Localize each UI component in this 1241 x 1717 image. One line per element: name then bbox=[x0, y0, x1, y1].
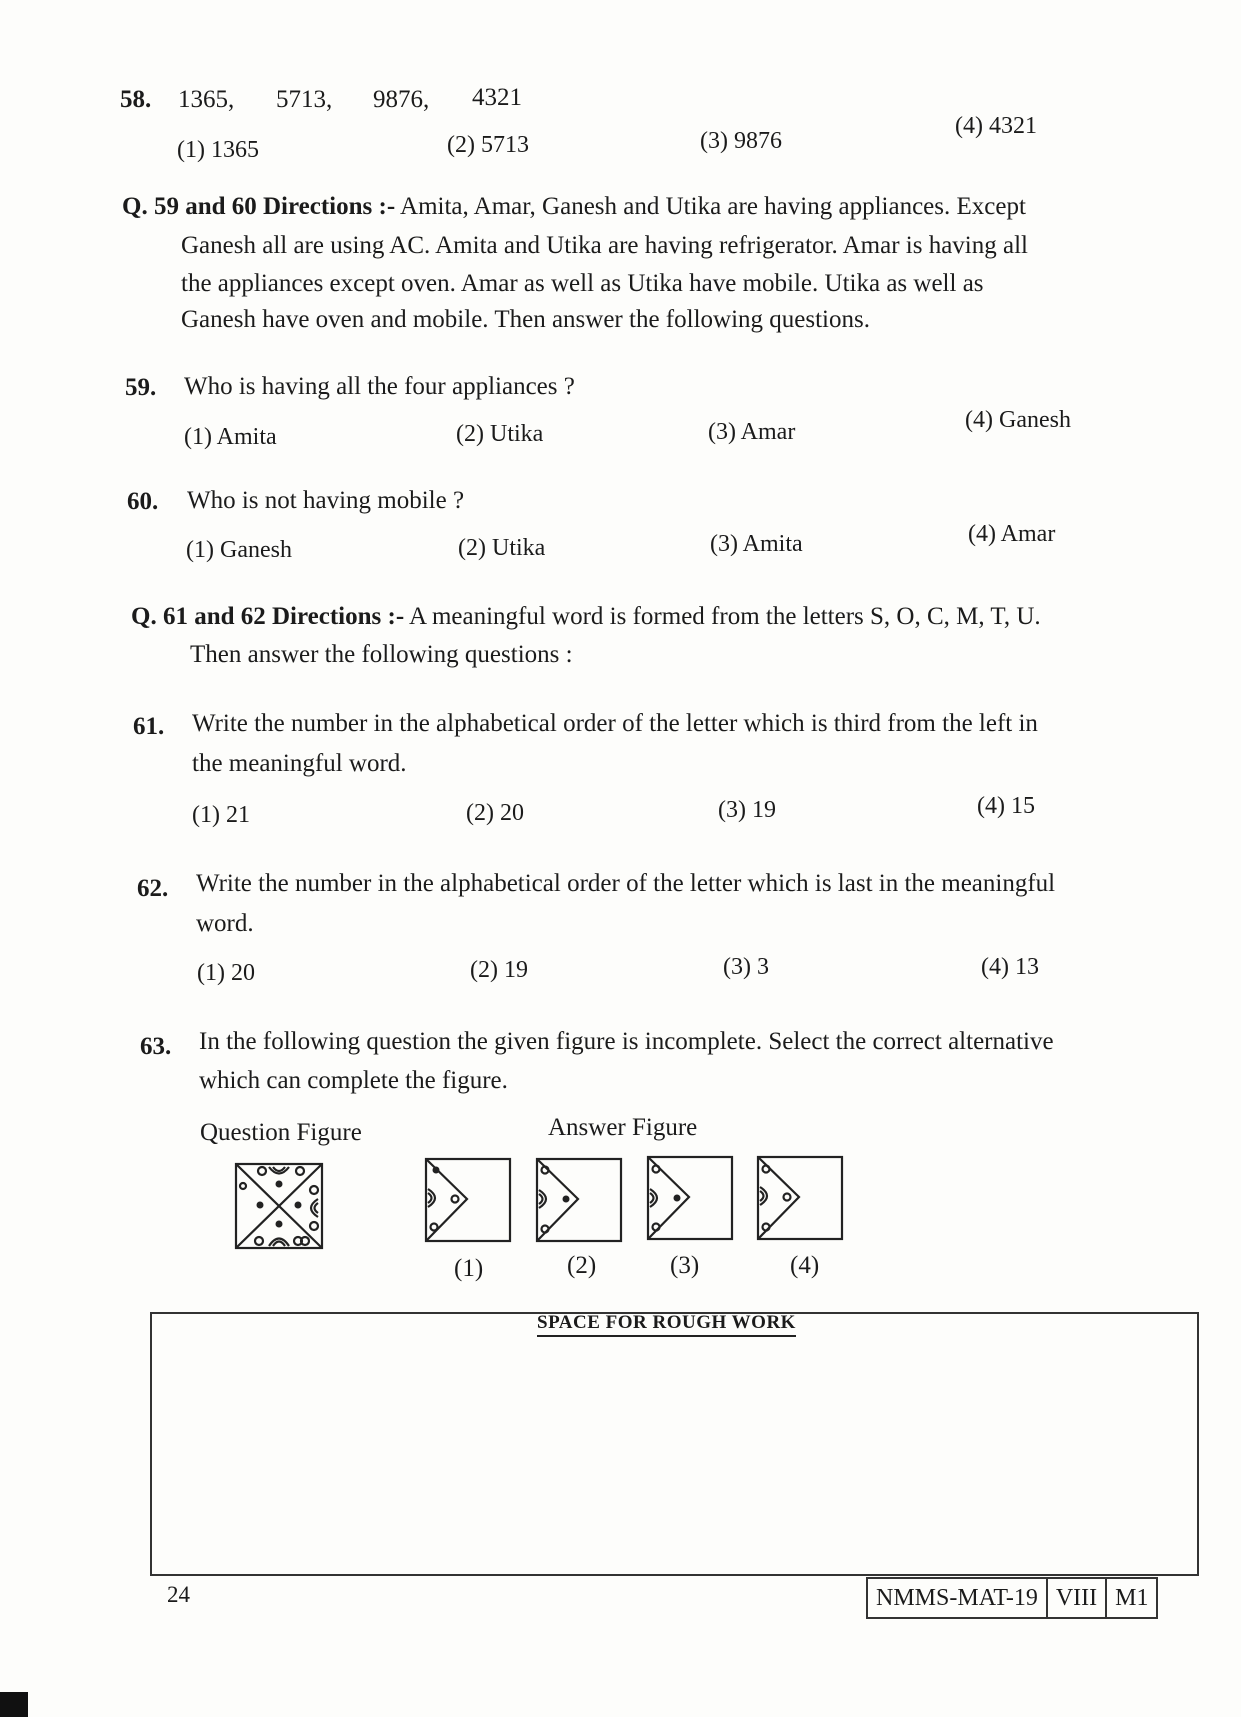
directions-59-60-line-2: Ganesh all are using AC. Amita and Utika are having refrigerator. Amar is having all bbox=[181, 232, 1028, 259]
q61-line-1: Write the number in the alphabetical order of the letter which is third from the left in bbox=[192, 710, 1038, 737]
paper-code: NMMS-MAT-19 bbox=[868, 1579, 1048, 1617]
rough-work-title: SPACE FOR ROUGH WORK bbox=[537, 1312, 796, 1337]
q62-line-1: Write the number in the alphabetical order of the letter which is last in the meaningful bbox=[196, 870, 1056, 897]
q59-text: Who is having all the four appliances ? bbox=[184, 373, 575, 400]
q60-option-1[interactable]: (1) Ganesh bbox=[186, 537, 292, 563]
q58-option-3[interactable]: (3) 9876 bbox=[700, 128, 782, 154]
paper-set: M1 bbox=[1115, 1584, 1149, 1611]
directions-61-62-text-1: A meaningful word is formed from the letters S, O, C, M, T, U. bbox=[404, 603, 1041, 630]
q60-option-4[interactable]: (4) Amar bbox=[968, 521, 1056, 547]
question-figure-label: Question Figure bbox=[200, 1119, 362, 1146]
answer-label-4: (4) bbox=[790, 1252, 820, 1279]
q61-line-2: the meaningful word. bbox=[192, 750, 407, 777]
directions-61-62-line-1 bbox=[131, 603, 1041, 631]
rough-work-box bbox=[150, 1312, 1199, 1576]
q62-number: 62. bbox=[137, 875, 169, 902]
q61-number: 61. bbox=[133, 713, 165, 740]
q62-option-1[interactable]: (1) 20 bbox=[197, 960, 255, 986]
q58-number: 58. bbox=[120, 86, 152, 113]
question-figure bbox=[234, 1162, 324, 1250]
directions-59-60-line-4: Ganesh have oven and mobile. Then answer the following questions. bbox=[181, 306, 870, 333]
directions-61-62-line-2: Then answer the following questions : bbox=[190, 641, 573, 668]
q60-option-3[interactable]: (3) Amita bbox=[710, 531, 803, 557]
q58-stem-4: 4321 bbox=[472, 84, 522, 111]
directions-59-60-line-1 bbox=[122, 193, 1026, 221]
q59-option-2[interactable]: (2) Utika bbox=[456, 421, 544, 447]
answer-label-2: (2) bbox=[567, 1252, 597, 1279]
q61-option-2[interactable]: (2) 20 bbox=[466, 800, 524, 826]
q60-option-2[interactable]: (2) Utika bbox=[458, 535, 546, 561]
paper-code-box bbox=[866, 1577, 1158, 1619]
q58-stem-2: 5713, bbox=[276, 86, 333, 113]
directions-59-60-text-1: Amita, Amar, Ganesh and Utika are having appliances. Except bbox=[395, 193, 1026, 220]
q62-option-3[interactable]: (3) 3 bbox=[723, 954, 769, 980]
answer-figure-4[interactable] bbox=[756, 1155, 844, 1241]
q62-option-4[interactable]: (4) 13 bbox=[981, 954, 1039, 980]
q59-number: 59. bbox=[125, 374, 157, 401]
paper-class: VIII bbox=[1048, 1579, 1107, 1617]
page-number: 24 bbox=[167, 1582, 190, 1607]
q59-option-4[interactable]: (4) Ganesh bbox=[965, 407, 1071, 433]
q62-option-2[interactable]: (2) 19 bbox=[470, 957, 528, 983]
scan-edge-mark bbox=[0, 1692, 28, 1717]
q61-option-4[interactable]: (4) 15 bbox=[977, 793, 1035, 819]
directions-59-60-label: Q. 59 and 60 Directions :- bbox=[122, 193, 396, 220]
q58-option-4[interactable]: (4) 4321 bbox=[955, 113, 1037, 139]
answer-figure-1[interactable] bbox=[424, 1157, 512, 1243]
answer-figure-2[interactable] bbox=[535, 1157, 623, 1243]
directions-61-62-label: Q. 61 and 62 Directions :- bbox=[131, 603, 405, 630]
q61-option-1[interactable]: (1) 21 bbox=[192, 802, 250, 828]
q62-line-2: word. bbox=[196, 910, 254, 937]
directions-59-60-line-3: the appliances except oven. Amar as well as Utika have mobile. Utika as well as bbox=[181, 270, 984, 297]
q63-line-2: which can complete the figure. bbox=[199, 1067, 508, 1094]
q59-option-3[interactable]: (3) Amar bbox=[708, 419, 796, 445]
q60-number: 60. bbox=[127, 488, 159, 515]
q58-stem-1: 1365, bbox=[178, 86, 235, 113]
q58-option-2[interactable]: (2) 5713 bbox=[447, 132, 529, 158]
q63-line-1: In the following question the given figure is incomplete. Select the correct alternative bbox=[199, 1028, 1054, 1055]
q61-option-3[interactable]: (3) 19 bbox=[718, 797, 776, 823]
q63-number: 63. bbox=[140, 1033, 172, 1060]
answer-label-3: (3) bbox=[670, 1252, 700, 1279]
answer-figure-3[interactable] bbox=[646, 1155, 734, 1241]
q58-stem-3: 9876, bbox=[373, 86, 430, 113]
q59-option-1[interactable]: (1) Amita bbox=[184, 424, 277, 450]
answer-figure-label: Answer Figure bbox=[548, 1114, 698, 1141]
answer-label-1: (1) bbox=[454, 1255, 484, 1282]
q58-option-1[interactable]: (1) 1365 bbox=[177, 137, 259, 163]
q60-text: Who is not having mobile ? bbox=[187, 487, 465, 514]
